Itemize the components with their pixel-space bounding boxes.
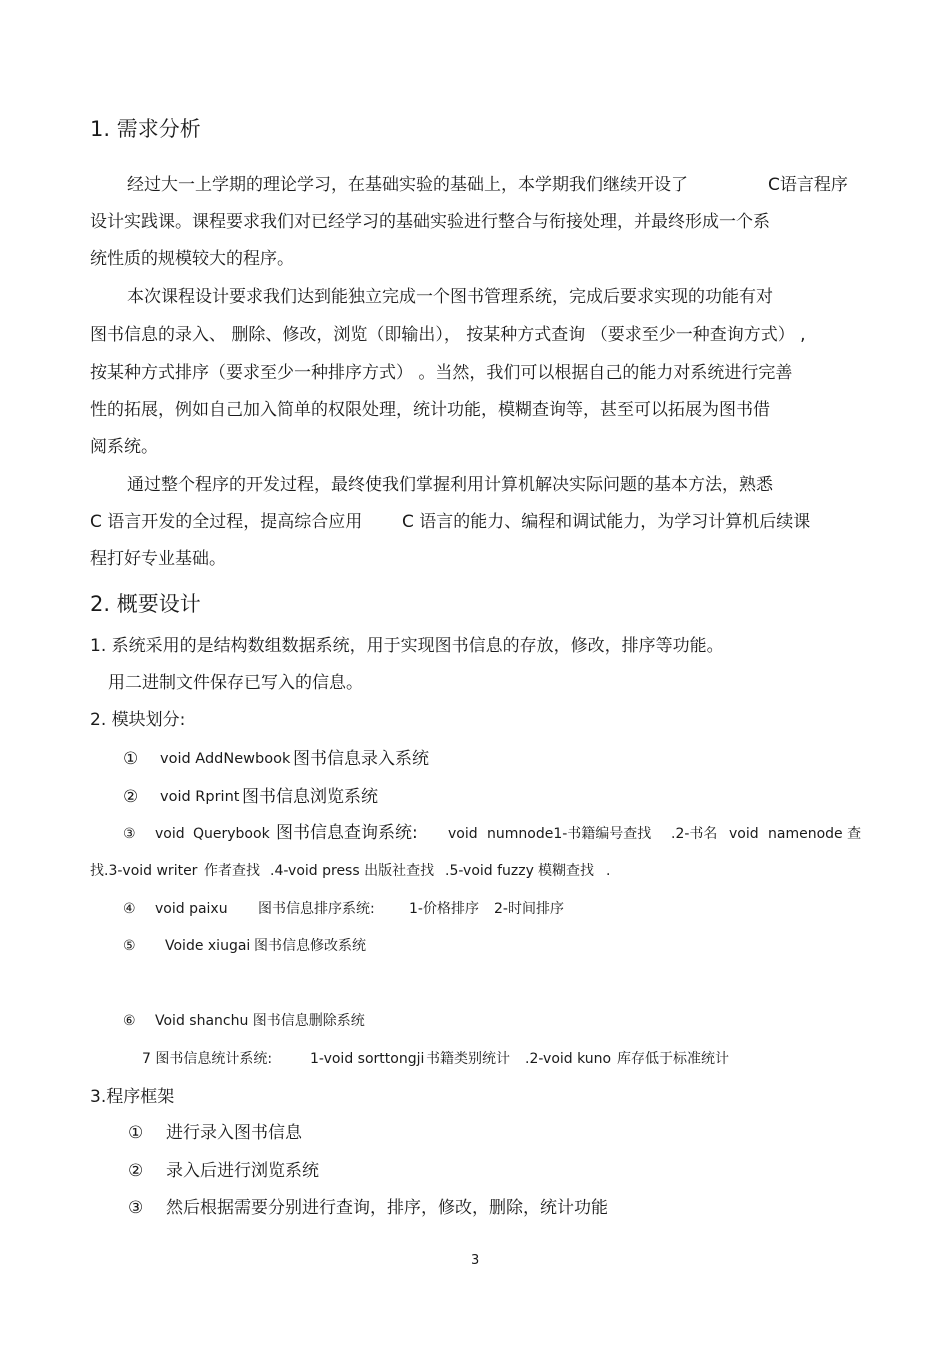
module4-opt1: 1-价格排序: [409, 901, 479, 917]
module3-func: Querybook: [193, 826, 270, 842]
para2-line3: 按某种方式排序（要求至少一种排序方式） 。当然，我们可以根据自己的能力对系统进行完善: [90, 363, 793, 383]
para3-line1: 通过整个程序的开发过程，最终使我们掌握利用计算机解决实际问题的基本方法，熟悉: [127, 475, 773, 495]
para1-line1-end: C语言程序: [768, 175, 848, 195]
framework-marker-1: ①: [128, 1123, 144, 1143]
module7-opt1: 1-void sorttongji: [310, 1051, 425, 1067]
module3-void2: void: [448, 826, 478, 842]
para2-line4: 性的拓展，例如自己加入简单的权限处理，统计功能，模糊查询等，甚至可以拓展为图书借: [90, 400, 770, 420]
module5-marker: ⑤: [123, 938, 136, 954]
framework-step-2: 录入后进行浏览系统: [166, 1161, 319, 1181]
framework-marker-3: ③: [128, 1198, 144, 1218]
module3-writer: 找.3-void writer: [90, 863, 198, 879]
item3-title: 3.程序框架: [90, 1087, 175, 1107]
framework-marker-2: ②: [128, 1161, 144, 1181]
item2-title: 2. 模块划分:: [90, 710, 186, 730]
module3-marker: ③: [123, 826, 136, 842]
framework-step-3: 然后根据需要分别进行查询，排序，修改，删除，统计功能: [166, 1198, 608, 1218]
module4-desc: 图书信息排序系统:: [258, 901, 375, 917]
module7-title: 7 图书信息统计系统:: [142, 1051, 273, 1067]
module1-func: void AddNewbook: [160, 751, 291, 767]
module2-desc: 图书信息浏览系统: [242, 787, 378, 807]
module5-func: Voide xiugai: [165, 938, 251, 954]
item1-line2: 用二进制文件保存已写入的信息。: [108, 673, 363, 693]
module2-func: void Rprint: [160, 789, 240, 805]
framework-step-1: 进行录入图书信息: [166, 1123, 302, 1143]
module7-opt2: .2-void kuno: [525, 1051, 612, 1067]
section-heading-requirements: 1. 需求分析: [90, 117, 201, 141]
para2-line1: 本次课程设计要求我们达到能独立完成一个图书管理系统，完成后要求实现的功能有对: [127, 287, 773, 307]
page-number: 3: [471, 1253, 480, 1268]
para3-line2a: C 语言开发的全过程，提高综合应用: [90, 512, 363, 532]
module3-numnode: numnode1-书籍编号查找: [487, 826, 652, 842]
module4-opt2: 2-时间排序: [494, 901, 564, 917]
module3-desc: 图书信息查询系统:: [276, 823, 418, 843]
module7-opt1-desc: 书籍类别统计: [426, 1051, 510, 1067]
module3-namenode: namenode 查: [768, 826, 862, 842]
para1-line1: 经过大一上学期的理论学习，在基础实验的基础上，本学期我们继续开设了: [127, 175, 688, 195]
module1-desc: 图书信息录入系统: [293, 749, 429, 769]
item1-line1: 1. 系统采用的是结构数组数据系统，用于实现图书信息的存放，修改，排序等功能。: [90, 636, 724, 656]
para2-line2: 图书信息的录入、 删除、修改，浏览（即输出）， 按某种方式查询 （要求至少一种查询方式） ,: [90, 325, 806, 345]
module4-func: void paixu: [155, 901, 228, 917]
module6-marker: ⑥: [123, 1013, 136, 1029]
module1-marker: ①: [123, 749, 139, 769]
para3-line2b: C 语言的能力、编程和调试能力，为学习计算机后续课: [402, 512, 811, 532]
para1-line3: 统性质的规模较大的程序。: [90, 249, 294, 269]
module3-end: .: [606, 863, 611, 879]
module3-void1: void: [155, 826, 185, 842]
para1-line2: 设计实践课。课程要求我们对已经学习的基础实验进行整合与衔接处理，并最终形成一个系: [90, 212, 770, 232]
module2-marker: ②: [123, 787, 139, 807]
para3-line3: 程打好专业基础。: [90, 549, 226, 569]
module3-press: .4-void press 出版社查找: [270, 863, 435, 879]
module3-void3: void: [729, 826, 759, 842]
section-heading-design: 2. 概要设计: [90, 592, 201, 616]
module3-writer-desc: 作者查找: [204, 863, 260, 879]
module3-fuzzy-desc: 模糊查找: [538, 863, 594, 879]
module3-opt2: .2-书名: [671, 826, 718, 842]
module4-marker: ④: [123, 901, 136, 917]
module3-fuzzy: .5-void fuzzy: [445, 863, 534, 879]
para2-line5: 阅系统。: [90, 437, 158, 457]
module7-opt2-desc: 库存低于标准统计: [617, 1051, 729, 1067]
module5-desc: 图书信息修改系统: [254, 938, 366, 954]
module6-text: Void shanchu 图书信息删除系统: [155, 1013, 365, 1029]
